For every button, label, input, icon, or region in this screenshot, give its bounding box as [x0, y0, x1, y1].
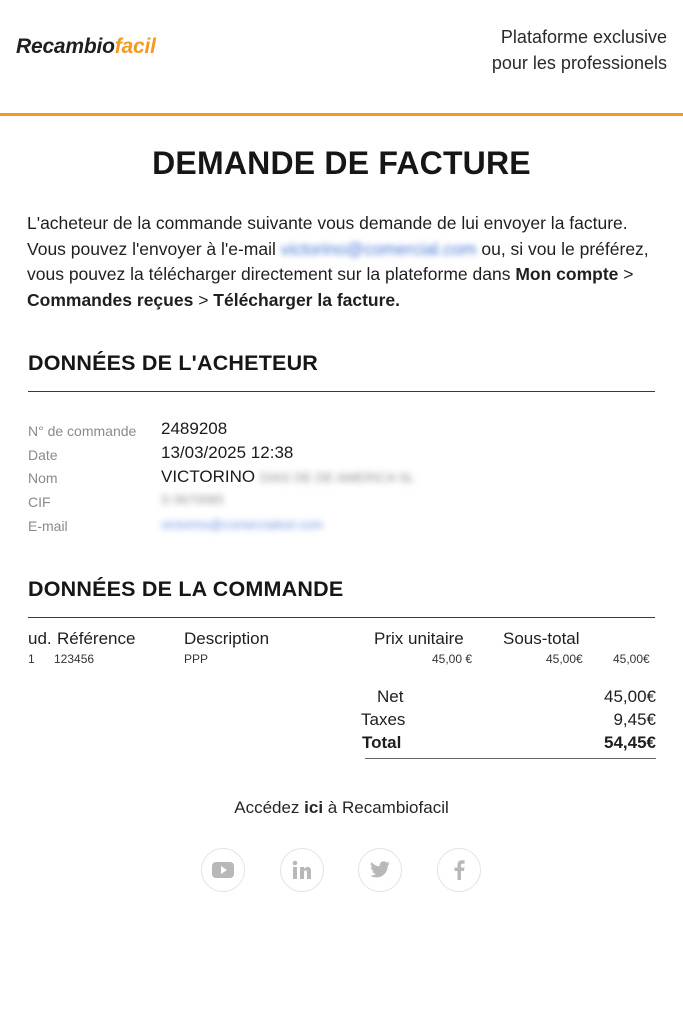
intro-text-2: ou, si vou le préférez, vous pouvez la télécharger directement sur la plateforme dans: [27, 238, 649, 284]
tax-label: Taxes: [361, 710, 406, 729]
cif-value: S 0670065: [161, 492, 224, 507]
path-separator: >: [193, 289, 214, 310]
recambiofacil-logo[interactable]: Recambiofacil: [16, 35, 156, 58]
tagline-line-2: pour les professionels: [491, 53, 667, 73]
col-header-subtotal: Sous-total: [503, 629, 580, 648]
email-header: [0, 0, 683, 116]
access-prefix: Accédez: [234, 798, 305, 817]
buyer-email-link[interactable]: victorino@comercialsol.com: [161, 517, 324, 532]
tax-value: 9,45€: [613, 710, 656, 729]
header-tagline: [492, 24, 667, 76]
total-value: 54,45€: [604, 733, 656, 752]
path-orders-received: Commandes reçues: [27, 289, 194, 310]
date-value: 13/03/2025 12:38: [161, 443, 294, 462]
facebook-icon[interactable]: [437, 848, 481, 892]
path-download-invoice: Télécharger la facture.: [213, 289, 401, 310]
total-divider: [365, 758, 656, 759]
access-suffix: à Recambiofacil: [323, 798, 449, 817]
email-label: E-mail: [28, 518, 68, 534]
buyer-section-title: DONNÉES DE L'ACHETEUR: [28, 351, 319, 375]
name-label: Nom: [28, 470, 58, 486]
col-header-reference: Référence: [57, 629, 136, 648]
path-my-account: Mon compte: [515, 264, 619, 284]
row-description: PPP: [184, 652, 209, 666]
social-links: [201, 848, 491, 894]
buyer-section-divider: [28, 391, 655, 392]
cif-label: CIF: [28, 494, 51, 510]
path-separator: >: [618, 264, 634, 284]
net-value: 45,00€: [604, 687, 656, 706]
order-section-divider: [28, 617, 655, 618]
page-title: DEMANDE DE FACTURE: [152, 145, 531, 181]
facebook-icon-glyph: [453, 860, 465, 880]
twitter-icon-glyph: [369, 861, 391, 879]
total-label: Total: [362, 733, 402, 752]
date-label: Date: [28, 447, 58, 463]
name-value: [161, 467, 414, 487]
row-qty: 1: [28, 652, 35, 666]
twitter-icon[interactable]: [358, 848, 402, 892]
tagline-line-1: Plataforme exclusive: [500, 27, 667, 47]
row-unit-price: 45,00 €: [432, 652, 473, 666]
row-subtotal: 45,00€: [546, 652, 583, 666]
intro-email-link[interactable]: victorino@comercial.com: [280, 238, 477, 259]
linkedin-icon[interactable]: [280, 848, 324, 892]
order-section-title: DONNÉES DE LA COMMANDE: [28, 577, 344, 601]
order-number-value: 2489208: [161, 419, 228, 438]
col-header-unit-price: Prix unitaire: [374, 629, 464, 648]
access-here-link[interactable]: ici: [304, 798, 324, 817]
linkedin-icon-glyph: [292, 860, 312, 880]
intro-text-1: L'acheteur de la commande suivante vous demande de lui envoyer la facture. Vous pouvez l'envoyer à l'e-mail: [27, 213, 628, 259]
youtube-icon[interactable]: [201, 848, 245, 892]
name-redacted: DIAS DE DE AMERICA SL: [259, 470, 415, 485]
access-line: [0, 798, 683, 818]
col-header-qty: ud.: [28, 629, 52, 648]
net-label: Net: [377, 687, 404, 706]
name-visible: VICTORINO: [161, 467, 256, 486]
intro-paragraph: [27, 211, 659, 313]
row-total: 45,00€: [613, 652, 650, 666]
order-number-label: N° de commande: [28, 423, 137, 439]
col-header-description: Description: [184, 629, 270, 648]
row-reference: 123456: [54, 652, 95, 666]
youtube-icon-glyph: [212, 862, 234, 878]
